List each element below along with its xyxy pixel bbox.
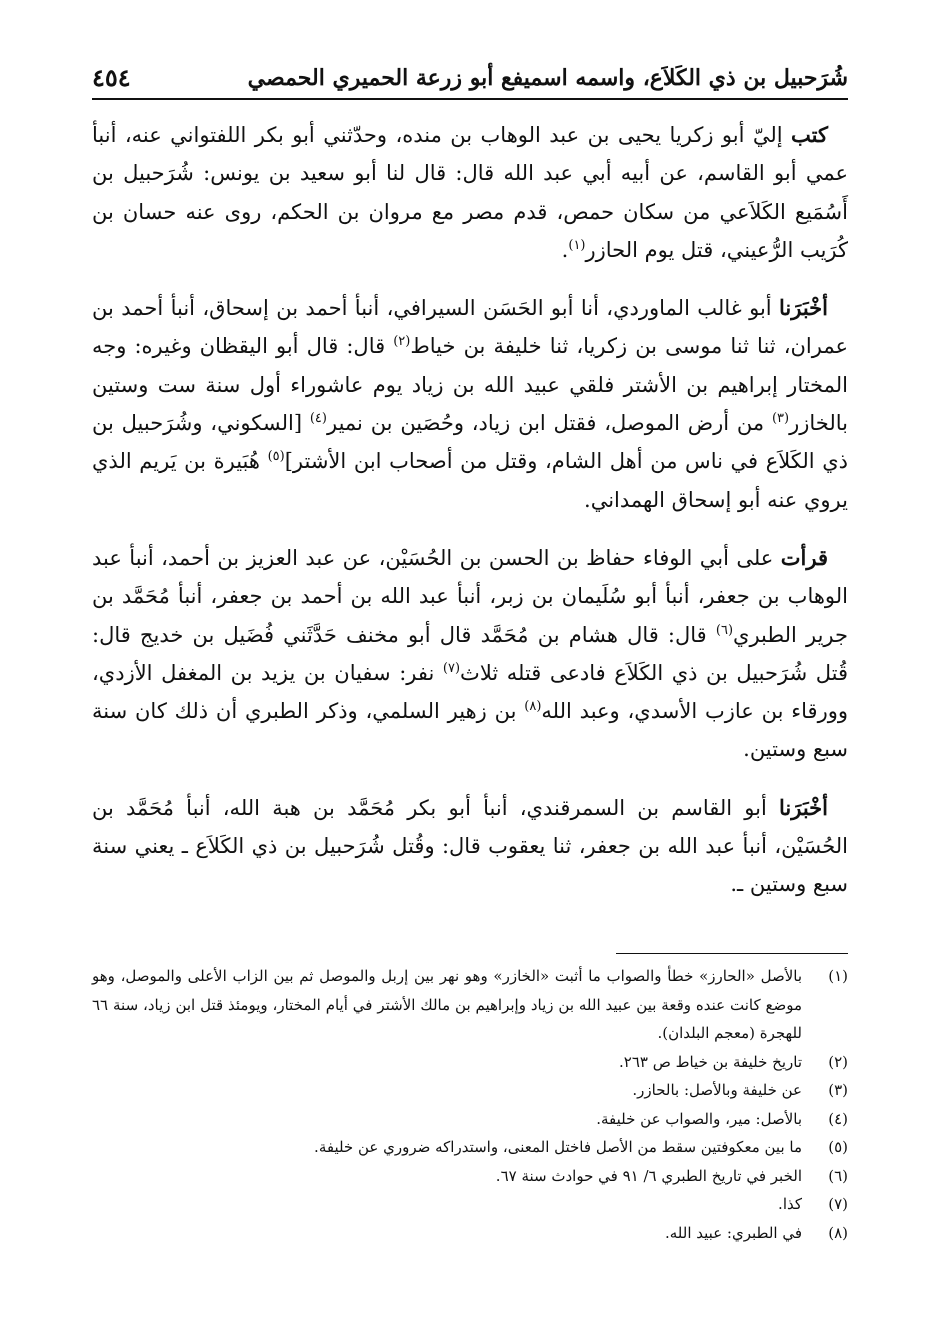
paragraph-text: قال: قال هشام بن مُحَمَّد قال أبو مخنف حَدَّثَني فُضَيل بن خديج قال: قُتل شُرَحبيل بن ذي الكَلاَع فادعى قتله ثلاث [92, 622, 849, 685]
footnote-reference[interactable]: (٣) [771, 411, 790, 427]
paragraph-1 [92, 116, 848, 269]
paragraph-3 [92, 539, 848, 769]
paragraph-text: نفر: سفيان بن يزيد بن المغفل الأزدي، وورقاء بن عازب الأسدي، وعبد الله [92, 660, 849, 724]
footnote-number: (٨) [828, 1223, 848, 1242]
paragraph-4 [92, 789, 848, 904]
paragraph-text: [السكوني، وشُرَحبيل بن ذي الكَلاَع في ناس من أهل الشام، وقتل من أصحاب ابن الأشتر] [92, 411, 848, 474]
footnote-reference[interactable]: (٤) [309, 411, 327, 427]
paragraph-text: إليّ أبو زكريا يحيى بن عبد الوهاب بن منده، وحدّثني أبو بكر اللفتواني عنه، أنبأ عمي أبو القاسم، عن أبيه أبي عبد الله قال: قال لنا أبو سعيد بن يونس: شُرَحبيل بن أَسُمَيع الكَلاَعي من سكان حمص، قدم مصر مع مروان بن الحكم، روى عنه حسان بن كُرَيب الرُّعيني، قتل يوم الحازر [92, 123, 848, 262]
footnote-number: (٤) [828, 1109, 848, 1128]
paragraph-lead-word: أخْبَرَنا [779, 794, 828, 820]
footnote-text: بالأصل: مير، والصواب عن خليفة. [596, 1109, 802, 1128]
footnote-reference[interactable]: (٧) [442, 660, 461, 676]
footnote-reference[interactable]: (٥) [267, 449, 285, 465]
page-header [92, 58, 848, 100]
footnote [92, 1190, 848, 1219]
footnote-number: (٥) [828, 1138, 848, 1156]
footnote-text: ما بين معكوفتين سقط من الأصل فاختل المعنى، واستدراكه ضروري عن خليفة. [314, 1138, 802, 1156]
footnotes [92, 962, 848, 1247]
paragraph-text: . [561, 237, 569, 262]
paragraph-lead-word: كتب [791, 122, 828, 147]
footnote-text: عن خليفة وبالأصل: بالحازر. [632, 1081, 802, 1099]
footnote [92, 1162, 848, 1191]
footnote-text: الخبر في تاريخ الطبري ٦/ ٩١ في حوادث سنة ٦٧. [495, 1166, 802, 1185]
footnote-text: في الطبري: عبيد الله. [664, 1223, 802, 1242]
footnote-reference[interactable]: (٢) [393, 334, 411, 350]
footnote [92, 1105, 848, 1134]
paragraph-text: هُبَيرة بن يَريم الذي يروي عنه أبو إسحاق الهمداني. [92, 449, 848, 512]
footnote-reference[interactable]: (٦) [715, 622, 734, 638]
footnote-number: (٧) [828, 1195, 848, 1213]
footnote-divider [616, 953, 848, 954]
footnote-number: (٢) [828, 1052, 848, 1071]
footnote [92, 962, 848, 1048]
paragraph-text: على أبي الوفاء حفاظ بن الحسن بن الحُسَيْن، عن عبد العزيز بن أحمد، أنبأ عبد الوهاب بن جعفر، أنبأ أبو سُلَيمان بن زبر، أنبأ عبد الله بن أحمد بن جعفر، أنبأ مُحَمَّد بن جرير الطبري [92, 545, 848, 647]
paragraph-text: أبو غالب الماوردي، أنا أبو الحَسَن السيرافي، أنبأ أحمد بن إسحاق، أنبأ أحمد بن عمران، ثنا ثنا موسى بن زكريا، ثنا خليفة بن خياط [92, 296, 848, 359]
paragraph-2 [92, 289, 848, 519]
footnote-text: تاريخ خليفة بن خياط ص ٢٦٣. [618, 1052, 802, 1071]
footnote-text: كذا. [778, 1195, 802, 1213]
footnote-reference[interactable]: (١) [568, 237, 586, 253]
footnote [92, 1133, 848, 1162]
footnote [92, 1076, 848, 1105]
paragraph-text: قال: قال أبو اليقظان وغيره: وجه المختار إبراهيم بن الأشتر فلقي عبيد الله بن زياد يوم عاشوراء أول سنة ست وستين بالخازر [92, 334, 848, 436]
main-text [92, 116, 848, 924]
footnote [92, 1219, 848, 1248]
paragraph-text: أبو القاسم بن السمرقندي، أنبأ أبو بكر مُحَمَّد بن هبة الله، أنبأ مُحَمَّد بن الحُسَيْن، أنبأ عبد الله بن جعفر، ثنا يعقوب قال: وقُتل شُرَحبيل بن ذي الكَلاَع ـ يعني سنة سبع وستين ـ. [92, 795, 848, 897]
paragraph-lead-word: قرأت [780, 544, 828, 570]
paragraph-text: من أرض الموصل، فقتل ابن زياد، وحُصَين بن نمير [326, 411, 772, 436]
running-title: شُرَحبيل بن ذي الكَلاَع، واسمه اسميفع أبو زرعة الحميري الحمصي [247, 65, 848, 91]
paragraph-lead-word: أخْبَرَنا [779, 295, 828, 321]
footnote [92, 1048, 848, 1077]
paragraph-text: بن زهير السلمي، وذكر الطبري أن ذلك كان سنة سبع وستين. [92, 699, 848, 762]
footnote-number: (١) [828, 967, 848, 985]
footnote-text: بالأصل «الحارز» خطأ والصواب ما أثبت «الخازر» وهو نهر بين إربل والموصل ثم بين الزاب الأعلى والموصل، وهو موضع كانت عنده وقعة بين عبيد الله بن زياد وإبراهيم بن مالك الأشتر في أيام المختار، ويومئذ قتل ابن زياد، سنة ٦٦ للهجرة (معجم البلدان). [92, 967, 802, 1042]
footnote-reference[interactable]: (٨) [524, 699, 542, 715]
footnote-number: (٦) [828, 1166, 848, 1185]
page-number: ٤٥٤ [92, 63, 131, 92]
footnote-number: (٣) [828, 1081, 848, 1099]
